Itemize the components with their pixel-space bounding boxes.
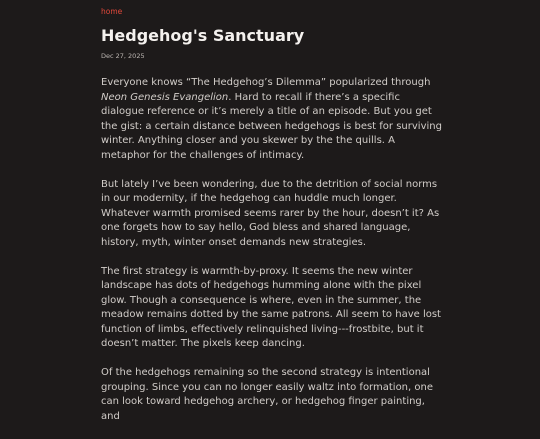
post-body [101, 76, 446, 439]
paragraph-4: Of the hedgehogs remaining so the second strategy is intentional grouping. Since you can no longer easily waltz into formation, one can look toward hedgehog archery, or hedgehog finger painting, and [101, 367, 433, 422]
home-link[interactable]: home [101, 7, 123, 16]
paragraph-2: But lately I’ve been wondering, due to the detrition of social norms in our modernity, if the hedgehog can huddle much longer. Whatever warmth promised seems rarer by the hour, doesn’t it? As one forgets how to say hello, God bless and shared language, history, myth, winter onset demands new strategies. [101, 178, 440, 248]
paragraph-1-text-a: Everyone knows “The Hedgehog’s Dilemma” popularized through [101, 77, 431, 88]
post-title: Hedgehog's Sanctuary [101, 26, 305, 45]
paragraph-1-italic-title: Neon Genesis Evangelion [101, 91, 229, 103]
paragraph-1 [101, 76, 446, 163]
post-date: Dec 27, 2025 [101, 52, 145, 60]
paragraph-1-text-b: . Hard to recall if there’s a specific dialogue reference or it’s merely a title of an episode. But you get the gist: a certain distance between hedgehogs is best for surviving winter. Anything closer and you skewer by the the quills. A metaphor for the challenges of intimacy. [101, 91, 442, 161]
paragraph-3: The first strategy is warmth-by-proxy. It seems the new winter landscape has dots of hedgehogs humming alone with the pixel glow. Though a consequence is where, even in the summer, the meadow remains dotted by the same patrons. All seem to have lost function of limbs, effectively relinquished living---frostbite, but it doesn’t matter. The pixels keep dancing. [101, 265, 441, 349]
